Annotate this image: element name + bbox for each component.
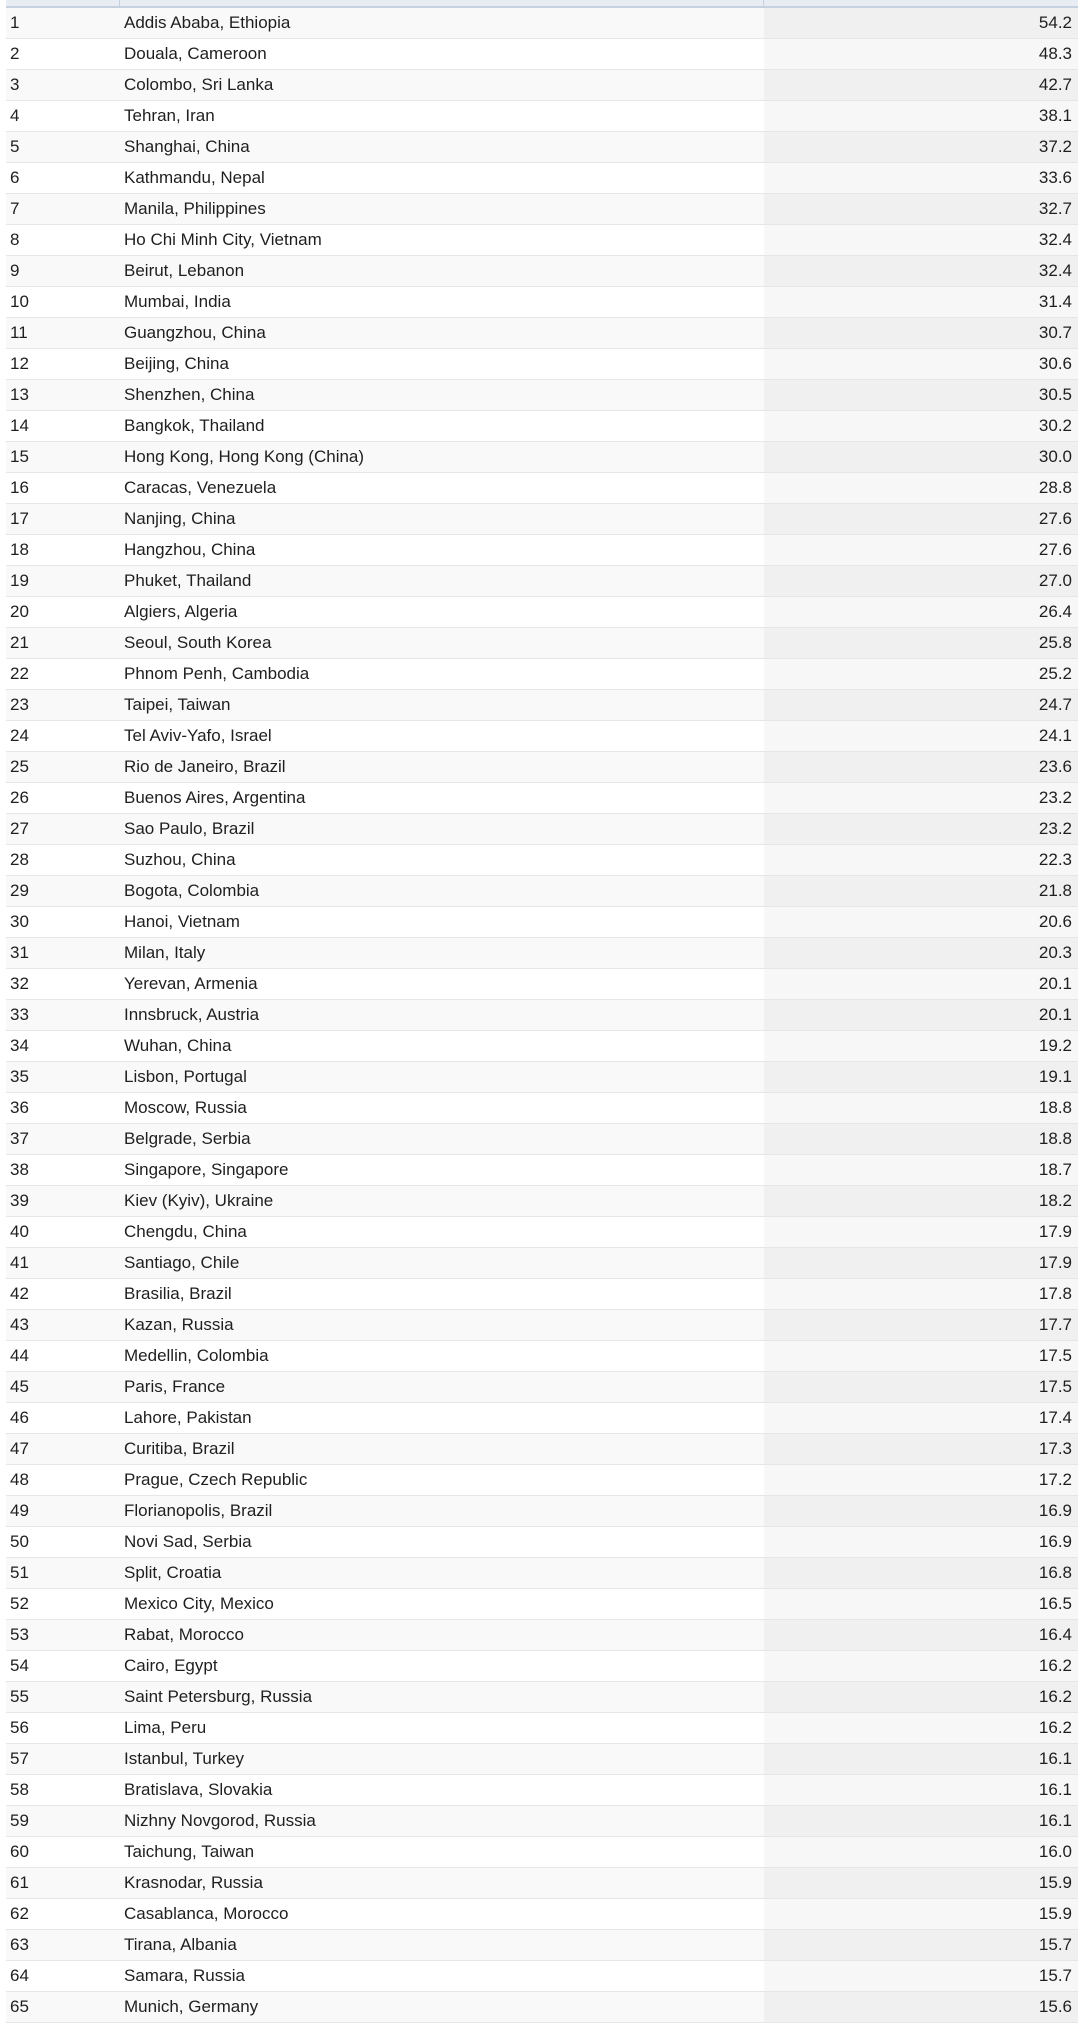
rank-cell: 3 <box>6 70 120 101</box>
rank-cell: 46 <box>6 1403 120 1434</box>
rank-cell: 28 <box>6 845 120 876</box>
table-row[interactable] <box>6 1806 1078 1837</box>
table-row[interactable] <box>6 938 1078 969</box>
rank-cell: 49 <box>6 1496 120 1527</box>
table-row[interactable] <box>6 1093 1078 1124</box>
city-cell: Belgrade, Serbia <box>120 1124 764 1155</box>
table-row[interactable] <box>6 876 1078 907</box>
city-cell: Cairo, Egypt <box>120 1651 764 1682</box>
rank-cell: 21 <box>6 628 120 659</box>
rank-cell: 27 <box>6 814 120 845</box>
city-cell: Istanbul, Turkey <box>120 1744 764 1775</box>
rank-cell: 60 <box>6 1837 120 1868</box>
value-cell: 19.2 <box>764 1031 1078 1062</box>
table-row[interactable] <box>6 1961 1078 1992</box>
rank-cell: 61 <box>6 1868 120 1899</box>
table-row[interactable] <box>6 1341 1078 1372</box>
value-cell: 30.5 <box>764 380 1078 411</box>
city-cell: Kazan, Russia <box>120 1310 764 1341</box>
city-cell: Beijing, China <box>120 349 764 380</box>
table-row[interactable] <box>6 969 1078 1000</box>
table-row[interactable] <box>6 1155 1078 1186</box>
value-cell: 17.4 <box>764 1403 1078 1434</box>
city-cell: Guangzhou, China <box>120 318 764 349</box>
value-cell: 54.2 <box>764 8 1078 39</box>
value-cell: 16.9 <box>764 1496 1078 1527</box>
value-cell: 19.1 <box>764 1062 1078 1093</box>
table-row[interactable] <box>6 907 1078 938</box>
value-cell: 16.5 <box>764 1589 1078 1620</box>
city-cell: Tel Aviv-Yafo, Israel <box>120 721 764 752</box>
city-cell: Shenzhen, China <box>120 380 764 411</box>
city-cell: Bogota, Colombia <box>120 876 764 907</box>
city-cell: Casablanca, Morocco <box>120 1899 764 1930</box>
city-cell: Tirana, Albania <box>120 1930 764 1961</box>
table-row[interactable] <box>6 1868 1078 1899</box>
rank-cell: 32 <box>6 969 120 1000</box>
value-cell: 25.2 <box>764 659 1078 690</box>
value-cell: 23.2 <box>764 814 1078 845</box>
city-cell: Algiers, Algeria <box>120 597 764 628</box>
city-cell: Addis Ababa, Ethiopia <box>120 8 764 39</box>
rank-cell: 34 <box>6 1031 120 1062</box>
city-cell: Florianopolis, Brazil <box>120 1496 764 1527</box>
city-cell: Lisbon, Portugal <box>120 1062 764 1093</box>
value-cell: 23.6 <box>764 752 1078 783</box>
value-cell: 18.2 <box>764 1186 1078 1217</box>
value-cell: 17.9 <box>764 1217 1078 1248</box>
table-row[interactable] <box>6 1124 1078 1155</box>
value-cell: 27.6 <box>764 535 1078 566</box>
value-cell: 25.8 <box>764 628 1078 659</box>
table-row[interactable] <box>6 783 1078 814</box>
value-cell: 27.6 <box>764 504 1078 535</box>
city-cell: Hong Kong, Hong Kong (China) <box>120 442 764 473</box>
value-cell: 30.0 <box>764 442 1078 473</box>
rank-cell: 43 <box>6 1310 120 1341</box>
value-cell: 18.8 <box>764 1093 1078 1124</box>
rank-cell: 50 <box>6 1527 120 1558</box>
table-header-strip <box>6 0 1078 8</box>
ranking-table-container <box>6 0 1078 2023</box>
city-cell: Shanghai, China <box>120 132 764 163</box>
rank-cell: 37 <box>6 1124 120 1155</box>
header-column-divider <box>119 0 120 6</box>
value-cell: 17.9 <box>764 1248 1078 1279</box>
rank-cell: 14 <box>6 411 120 442</box>
value-cell: 20.1 <box>764 969 1078 1000</box>
table-row[interactable] <box>6 442 1078 473</box>
city-cell: Innsbruck, Austria <box>120 1000 764 1031</box>
rank-cell: 54 <box>6 1651 120 1682</box>
rank-cell: 26 <box>6 783 120 814</box>
rank-cell: 20 <box>6 597 120 628</box>
header-column-divider <box>763 0 764 6</box>
table-row[interactable] <box>6 690 1078 721</box>
rank-cell: 35 <box>6 1062 120 1093</box>
value-cell: 16.8 <box>764 1558 1078 1589</box>
table-row[interactable] <box>6 1930 1078 1961</box>
value-cell: 20.3 <box>764 938 1078 969</box>
table-row[interactable] <box>6 70 1078 101</box>
table-row[interactable] <box>6 1000 1078 1031</box>
city-cell: Mumbai, India <box>120 287 764 318</box>
city-cell: Kiev (Kyiv), Ukraine <box>120 1186 764 1217</box>
value-cell: 15.6 <box>764 1992 1078 2023</box>
value-cell: 30.2 <box>764 411 1078 442</box>
table-row[interactable] <box>6 318 1078 349</box>
rank-cell: 25 <box>6 752 120 783</box>
table-row[interactable] <box>6 1465 1078 1496</box>
table-row[interactable] <box>6 1403 1078 1434</box>
city-cell: Rio de Janeiro, Brazil <box>120 752 764 783</box>
rank-cell: 5 <box>6 132 120 163</box>
value-cell: 16.2 <box>764 1682 1078 1713</box>
city-cell: Moscow, Russia <box>120 1093 764 1124</box>
value-cell: 30.7 <box>764 318 1078 349</box>
city-cell: Yerevan, Armenia <box>120 969 764 1000</box>
value-cell: 15.9 <box>764 1868 1078 1899</box>
value-cell: 27.0 <box>764 566 1078 597</box>
value-cell: 17.3 <box>764 1434 1078 1465</box>
table-row[interactable] <box>6 1031 1078 1062</box>
rank-cell: 10 <box>6 287 120 318</box>
table-row[interactable] <box>6 1496 1078 1527</box>
table-row[interactable] <box>6 1248 1078 1279</box>
value-cell: 18.8 <box>764 1124 1078 1155</box>
rank-cell: 36 <box>6 1093 120 1124</box>
table-row[interactable] <box>6 1992 1078 2023</box>
table-row[interactable] <box>6 1620 1078 1651</box>
table-row[interactable] <box>6 39 1078 70</box>
table-row[interactable] <box>6 535 1078 566</box>
city-cell: Medellin, Colombia <box>120 1341 764 1372</box>
city-cell: Colombo, Sri Lanka <box>120 70 764 101</box>
value-cell: 37.2 <box>764 132 1078 163</box>
rank-cell: 23 <box>6 690 120 721</box>
city-cell: Munich, Germany <box>120 1992 764 2023</box>
rank-cell: 2 <box>6 39 120 70</box>
value-cell: 26.4 <box>764 597 1078 628</box>
value-cell: 17.5 <box>764 1372 1078 1403</box>
value-cell: 24.1 <box>764 721 1078 752</box>
table-row[interactable] <box>6 1713 1078 1744</box>
value-cell: 24.7 <box>764 690 1078 721</box>
table-row[interactable] <box>6 1589 1078 1620</box>
rank-cell: 8 <box>6 225 120 256</box>
table-row[interactable] <box>6 287 1078 318</box>
city-cell: Kathmandu, Nepal <box>120 163 764 194</box>
rank-cell: 4 <box>6 101 120 132</box>
value-cell: 16.2 <box>764 1651 1078 1682</box>
city-cell: Bratislava, Slovakia <box>120 1775 764 1806</box>
value-cell: 23.2 <box>764 783 1078 814</box>
table-row[interactable] <box>6 504 1078 535</box>
city-cell: Caracas, Venezuela <box>120 473 764 504</box>
table-row[interactable] <box>6 628 1078 659</box>
table-row[interactable] <box>6 163 1078 194</box>
table-row[interactable] <box>6 194 1078 225</box>
table-row[interactable] <box>6 1062 1078 1093</box>
city-cell: Chengdu, China <box>120 1217 764 1248</box>
rank-cell: 1 <box>6 8 120 39</box>
city-cell: Novi Sad, Serbia <box>120 1527 764 1558</box>
table-row[interactable] <box>6 597 1078 628</box>
table-row[interactable] <box>6 845 1078 876</box>
rank-cell: 53 <box>6 1620 120 1651</box>
table-row[interactable] <box>6 1775 1078 1806</box>
value-cell: 16.1 <box>764 1806 1078 1837</box>
table-row[interactable] <box>6 132 1078 163</box>
rank-cell: 33 <box>6 1000 120 1031</box>
table-row[interactable] <box>6 1651 1078 1682</box>
rank-cell: 57 <box>6 1744 120 1775</box>
city-cell: Mexico City, Mexico <box>120 1589 764 1620</box>
city-cell: Taipei, Taiwan <box>120 690 764 721</box>
value-cell: 28.8 <box>764 473 1078 504</box>
value-cell: 17.8 <box>764 1279 1078 1310</box>
ranking-table-body <box>6 8 1078 2023</box>
city-cell: Suzhou, China <box>120 845 764 876</box>
value-cell: 16.1 <box>764 1775 1078 1806</box>
table-row[interactable] <box>6 752 1078 783</box>
city-cell: Ho Chi Minh City, Vietnam <box>120 225 764 256</box>
value-cell: 33.6 <box>764 163 1078 194</box>
rank-cell: 39 <box>6 1186 120 1217</box>
rank-cell: 58 <box>6 1775 120 1806</box>
value-cell: 21.8 <box>764 876 1078 907</box>
rank-cell: 22 <box>6 659 120 690</box>
value-cell: 38.1 <box>764 101 1078 132</box>
table-row[interactable] <box>6 659 1078 690</box>
city-cell: Manila, Philippines <box>120 194 764 225</box>
table-row[interactable] <box>6 225 1078 256</box>
rank-cell: 64 <box>6 1961 120 1992</box>
value-cell: 20.1 <box>764 1000 1078 1031</box>
rank-cell: 38 <box>6 1155 120 1186</box>
rank-cell: 51 <box>6 1558 120 1589</box>
rank-cell: 44 <box>6 1341 120 1372</box>
rank-cell: 17 <box>6 504 120 535</box>
ranking-table <box>6 8 1078 2023</box>
rank-cell: 63 <box>6 1930 120 1961</box>
rank-cell: 7 <box>6 194 120 225</box>
value-cell: 17.5 <box>764 1341 1078 1372</box>
table-row[interactable] <box>6 1372 1078 1403</box>
table-row[interactable] <box>6 473 1078 504</box>
table-row[interactable] <box>6 1682 1078 1713</box>
value-cell: 17.7 <box>764 1310 1078 1341</box>
city-cell: Split, Croatia <box>120 1558 764 1589</box>
table-row[interactable] <box>6 256 1078 287</box>
city-cell: Milan, Italy <box>120 938 764 969</box>
table-row[interactable] <box>6 1744 1078 1775</box>
value-cell: 15.9 <box>764 1899 1078 1930</box>
rank-cell: 19 <box>6 566 120 597</box>
city-cell: Sao Paulo, Brazil <box>120 814 764 845</box>
city-cell: Hanoi, Vietnam <box>120 907 764 938</box>
value-cell: 17.2 <box>764 1465 1078 1496</box>
city-cell: Beirut, Lebanon <box>120 256 764 287</box>
table-row[interactable] <box>6 721 1078 752</box>
city-cell: Samara, Russia <box>120 1961 764 1992</box>
city-cell: Lima, Peru <box>120 1713 764 1744</box>
rank-cell: 15 <box>6 442 120 473</box>
rank-cell: 48 <box>6 1465 120 1496</box>
rank-cell: 47 <box>6 1434 120 1465</box>
table-row[interactable] <box>6 101 1078 132</box>
value-cell: 22.3 <box>764 845 1078 876</box>
city-cell: Lahore, Pakistan <box>120 1403 764 1434</box>
table-row[interactable] <box>6 8 1078 39</box>
rank-cell: 13 <box>6 380 120 411</box>
value-cell: 32.4 <box>764 256 1078 287</box>
rank-cell: 11 <box>6 318 120 349</box>
city-cell: Krasnodar, Russia <box>120 1868 764 1899</box>
value-cell: 16.0 <box>764 1837 1078 1868</box>
rank-cell: 16 <box>6 473 120 504</box>
value-cell: 15.7 <box>764 1930 1078 1961</box>
city-cell: Nizhny Novgorod, Russia <box>120 1806 764 1837</box>
rank-cell: 59 <box>6 1806 120 1837</box>
rank-cell: 29 <box>6 876 120 907</box>
table-row[interactable] <box>6 1434 1078 1465</box>
table-row[interactable] <box>6 1217 1078 1248</box>
rank-cell: 65 <box>6 1992 120 2023</box>
city-cell: Buenos Aires, Argentina <box>120 783 764 814</box>
rank-cell: 24 <box>6 721 120 752</box>
city-cell: Rabat, Morocco <box>120 1620 764 1651</box>
table-row[interactable] <box>6 1558 1078 1589</box>
rank-cell: 30 <box>6 907 120 938</box>
rank-cell: 45 <box>6 1372 120 1403</box>
rank-cell: 18 <box>6 535 120 566</box>
city-cell: Bangkok, Thailand <box>120 411 764 442</box>
city-cell: Douala, Cameroon <box>120 39 764 70</box>
table-row[interactable] <box>6 1186 1078 1217</box>
value-cell: 15.7 <box>764 1961 1078 1992</box>
rank-cell: 42 <box>6 1279 120 1310</box>
table-row[interactable] <box>6 411 1078 442</box>
value-cell: 48.3 <box>764 39 1078 70</box>
rank-cell: 56 <box>6 1713 120 1744</box>
city-cell: Taichung, Taiwan <box>120 1837 764 1868</box>
table-row[interactable] <box>6 1310 1078 1341</box>
value-cell: 32.4 <box>764 225 1078 256</box>
value-cell: 20.6 <box>764 907 1078 938</box>
table-row[interactable] <box>6 349 1078 380</box>
city-cell: Prague, Czech Republic <box>120 1465 764 1496</box>
rank-cell: 40 <box>6 1217 120 1248</box>
city-cell: Hangzhou, China <box>120 535 764 566</box>
rank-cell: 41 <box>6 1248 120 1279</box>
value-cell: 30.6 <box>764 349 1078 380</box>
rank-cell: 62 <box>6 1899 120 1930</box>
value-cell: 31.4 <box>764 287 1078 318</box>
value-cell: 16.2 <box>764 1713 1078 1744</box>
city-cell: Paris, France <box>120 1372 764 1403</box>
city-cell: Curitiba, Brazil <box>120 1434 764 1465</box>
value-cell: 18.7 <box>764 1155 1078 1186</box>
value-cell: 16.4 <box>764 1620 1078 1651</box>
city-cell: Tehran, Iran <box>120 101 764 132</box>
rank-cell: 6 <box>6 163 120 194</box>
rank-cell: 12 <box>6 349 120 380</box>
value-cell: 42.7 <box>764 70 1078 101</box>
table-row[interactable] <box>6 1899 1078 1930</box>
table-row[interactable] <box>6 1279 1078 1310</box>
city-cell: Nanjing, China <box>120 504 764 535</box>
value-cell: 16.1 <box>764 1744 1078 1775</box>
city-cell: Phuket, Thailand <box>120 566 764 597</box>
table-row[interactable] <box>6 814 1078 845</box>
city-cell: Singapore, Singapore <box>120 1155 764 1186</box>
rank-cell: 55 <box>6 1682 120 1713</box>
table-row[interactable] <box>6 566 1078 597</box>
city-cell: Wuhan, China <box>120 1031 764 1062</box>
rank-cell: 31 <box>6 938 120 969</box>
city-cell: Phnom Penh, Cambodia <box>120 659 764 690</box>
value-cell: 32.7 <box>764 194 1078 225</box>
table-row[interactable] <box>6 1837 1078 1868</box>
city-cell: Santiago, Chile <box>120 1248 764 1279</box>
rank-cell: 9 <box>6 256 120 287</box>
table-row[interactable] <box>6 1527 1078 1558</box>
table-row[interactable] <box>6 380 1078 411</box>
rank-cell: 52 <box>6 1589 120 1620</box>
city-cell: Seoul, South Korea <box>120 628 764 659</box>
value-cell: 16.9 <box>764 1527 1078 1558</box>
city-cell: Brasilia, Brazil <box>120 1279 764 1310</box>
city-cell: Saint Petersburg, Russia <box>120 1682 764 1713</box>
